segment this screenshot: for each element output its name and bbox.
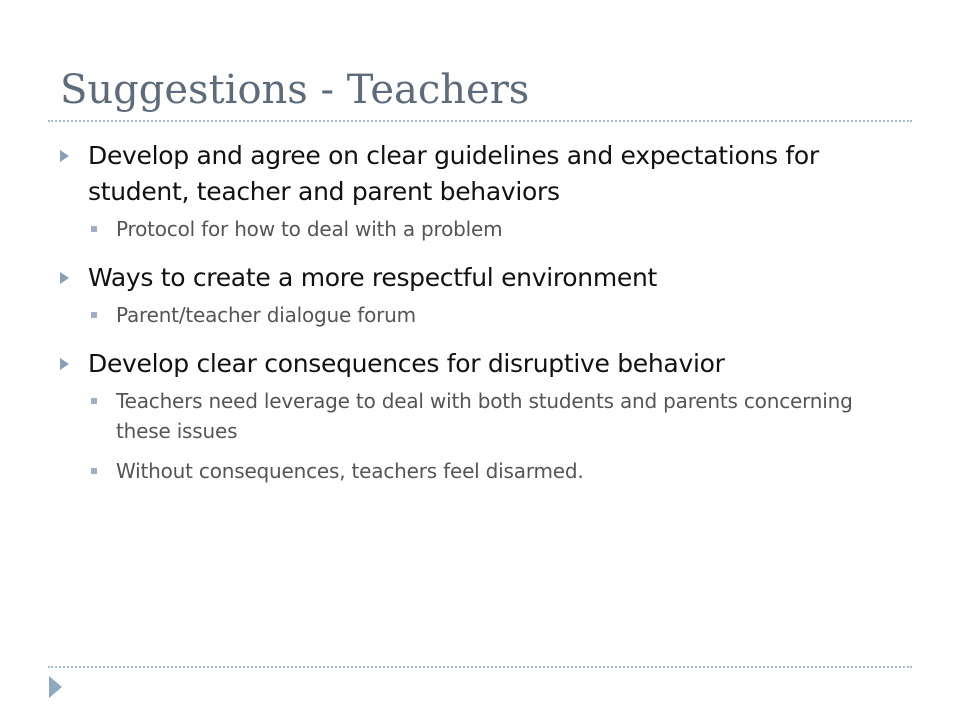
sub-item [88,300,908,330]
sub-item [88,456,908,486]
footer-divider [48,666,912,668]
sub-list [88,214,908,244]
square-bullet-icon [91,468,97,474]
bullet-item [58,346,908,486]
sub-list [88,386,908,486]
bullet-text: Ways to create a more respectful environment [88,263,658,292]
triangle-bullet-icon [60,358,69,370]
sub-list [88,300,908,330]
triangle-bullet-icon [60,272,69,284]
square-bullet-icon [91,226,97,232]
bullet-list [58,138,908,502]
title-divider [48,120,912,122]
sub-item-text: Without consequences, teachers feel disarmed. [116,459,584,483]
square-bullet-icon [91,312,97,318]
triangle-bullet-icon [60,150,69,162]
sub-item-text: Parent/teacher dialogue forum [116,303,416,327]
triangle-corner-icon [49,676,62,698]
bullet-text: Develop and agree on clear guidelines and expectations for student, teacher and parent behaviors [88,141,819,206]
sub-item [88,214,908,244]
bullet-text: Develop clear consequences for disruptive behavior [88,349,725,378]
square-bullet-icon [91,398,97,404]
bullet-item [58,138,908,244]
bullet-item [58,260,908,330]
sub-item-text: Protocol for how to deal with a problem [116,217,503,241]
slide-title: Suggestions - Teachers [60,67,530,113]
sub-item [88,386,908,446]
sub-item-text: Teachers need leverage to deal with both students and parents concerning these issues [116,389,853,443]
